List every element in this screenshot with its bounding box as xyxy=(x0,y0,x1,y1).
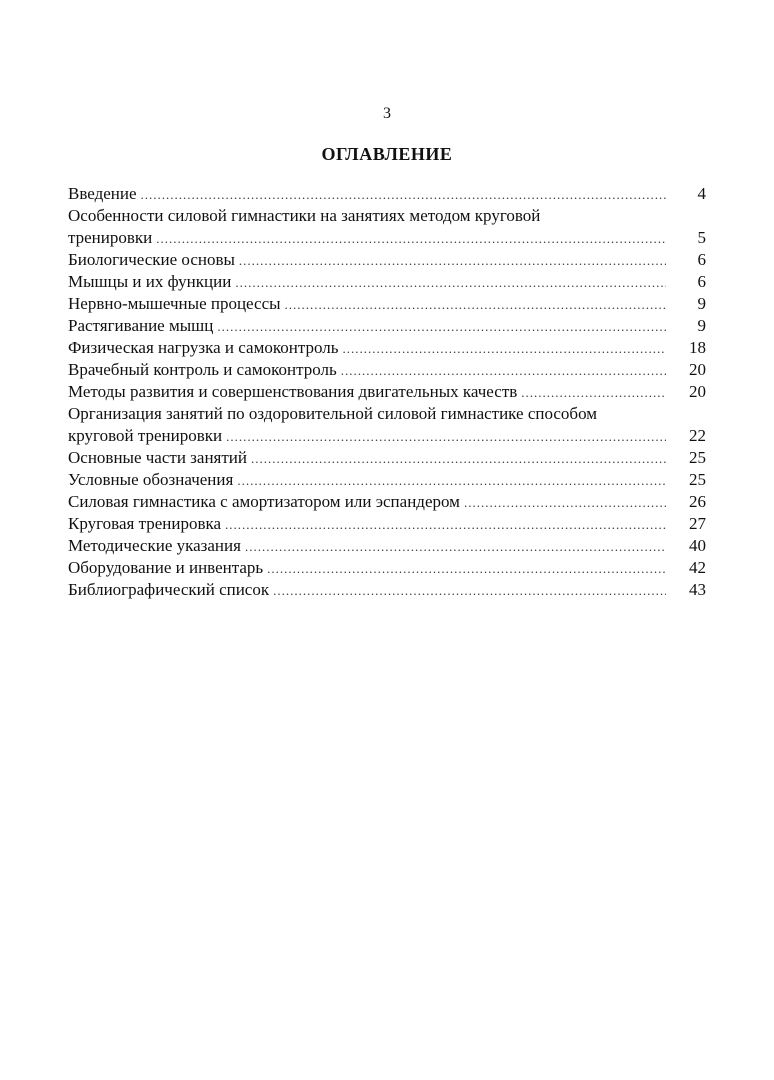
toc-entry-page: 4 xyxy=(697,184,706,203)
toc-entry[interactable] xyxy=(68,469,706,491)
toc-entry-title-line1: Особенности силовой гимнастики на занятиях методом круговой xyxy=(68,206,541,225)
toc-entry-page: 6 xyxy=(697,250,706,269)
toc-entry-title: Условные обозначения xyxy=(68,470,234,489)
dot-leader xyxy=(521,382,666,404)
toc-entry[interactable] xyxy=(68,359,706,381)
toc-entry-page: 26 xyxy=(689,492,706,511)
toc-entry-page: 20 xyxy=(689,382,706,401)
toc-entry[interactable] xyxy=(68,205,706,249)
toc-entry-title: Библиографический список xyxy=(68,580,270,599)
toc-entry-page: 25 xyxy=(689,448,706,467)
dot-leader xyxy=(245,536,666,558)
toc-entry-title: Мышцы и их функции xyxy=(68,272,232,291)
toc-entry-title: Физическая нагрузка и самоконтроль xyxy=(68,338,339,357)
dot-leader xyxy=(237,470,666,492)
toc-entry[interactable] xyxy=(68,579,706,601)
toc-entry-title: Методические указания xyxy=(68,536,241,555)
toc-entry[interactable] xyxy=(68,381,706,403)
toc-entry-title: Круговая тренировка xyxy=(68,514,222,533)
toc-entry[interactable] xyxy=(68,315,706,337)
toc-entry-page: 18 xyxy=(689,338,706,357)
toc-entry-page: 6 xyxy=(697,272,706,291)
toc-entry-title: Силовая гимнастика с амортизатором или эспандером xyxy=(68,492,460,511)
toc-entry-title: Растягивание мышц xyxy=(68,316,214,335)
toc-entry[interactable] xyxy=(68,249,706,271)
toc-entry[interactable] xyxy=(68,183,706,205)
table-of-contents xyxy=(68,183,706,601)
dot-leader xyxy=(285,294,666,316)
toc-entry-page: 42 xyxy=(689,558,706,577)
dot-leader xyxy=(239,250,666,272)
toc-entry[interactable] xyxy=(68,337,706,359)
toc-entry-page: 25 xyxy=(689,470,706,489)
dot-leader xyxy=(225,514,666,536)
toc-entry[interactable] xyxy=(68,447,706,469)
dot-leader xyxy=(217,316,666,338)
toc-entry-title: Оборудование и инвентарь xyxy=(68,558,264,577)
toc-entry-title: круговой тренировки xyxy=(68,426,223,445)
toc-entry-title: Врачебный контроль и самоконтроль xyxy=(68,360,337,379)
toc-entry-page: 22 xyxy=(689,426,706,445)
toc-entry-page: 5 xyxy=(697,228,706,247)
toc-entry-title-line1: Организация занятий по оздоровительной силовой гимнастике способом xyxy=(68,404,598,423)
toc-entry-page: 9 xyxy=(697,316,706,335)
toc-entry[interactable] xyxy=(68,557,706,579)
toc-entry-title: тренировки xyxy=(68,228,153,247)
toc-entry[interactable] xyxy=(68,513,706,535)
dot-leader xyxy=(141,184,666,206)
toc-entry[interactable] xyxy=(68,271,706,293)
toc-entry-title: Нервно-мышечные процессы xyxy=(68,294,281,313)
dot-leader xyxy=(156,228,666,250)
toc-entry-page: 27 xyxy=(689,514,706,533)
dot-leader xyxy=(235,272,666,294)
dot-leader xyxy=(251,448,666,470)
toc-entry-page: 43 xyxy=(689,580,706,599)
toc-entry[interactable] xyxy=(68,403,706,447)
page-title: ОГЛАВЛЕНИЕ xyxy=(321,144,453,164)
toc-entry-title: Введение xyxy=(68,184,137,203)
dot-leader xyxy=(341,360,666,382)
dot-leader xyxy=(273,580,666,602)
dot-leader xyxy=(464,492,666,514)
toc-entry[interactable] xyxy=(68,535,706,557)
toc-entry[interactable] xyxy=(68,293,706,315)
toc-entry-page: 20 xyxy=(689,360,706,379)
dot-leader xyxy=(267,558,666,580)
toc-entry-page: 9 xyxy=(697,294,706,313)
dot-leader xyxy=(226,426,666,448)
toc-entry-title: Методы развития и совершенствования двигательных качеств xyxy=(68,382,518,401)
toc-entry-page: 40 xyxy=(689,536,706,555)
dot-leader xyxy=(342,338,666,360)
toc-entry[interactable] xyxy=(68,491,706,513)
toc-entry-title: Основные части занятий xyxy=(68,448,247,467)
toc-entry-title: Биологические основы xyxy=(68,250,235,269)
page-number: 3 xyxy=(383,105,391,122)
